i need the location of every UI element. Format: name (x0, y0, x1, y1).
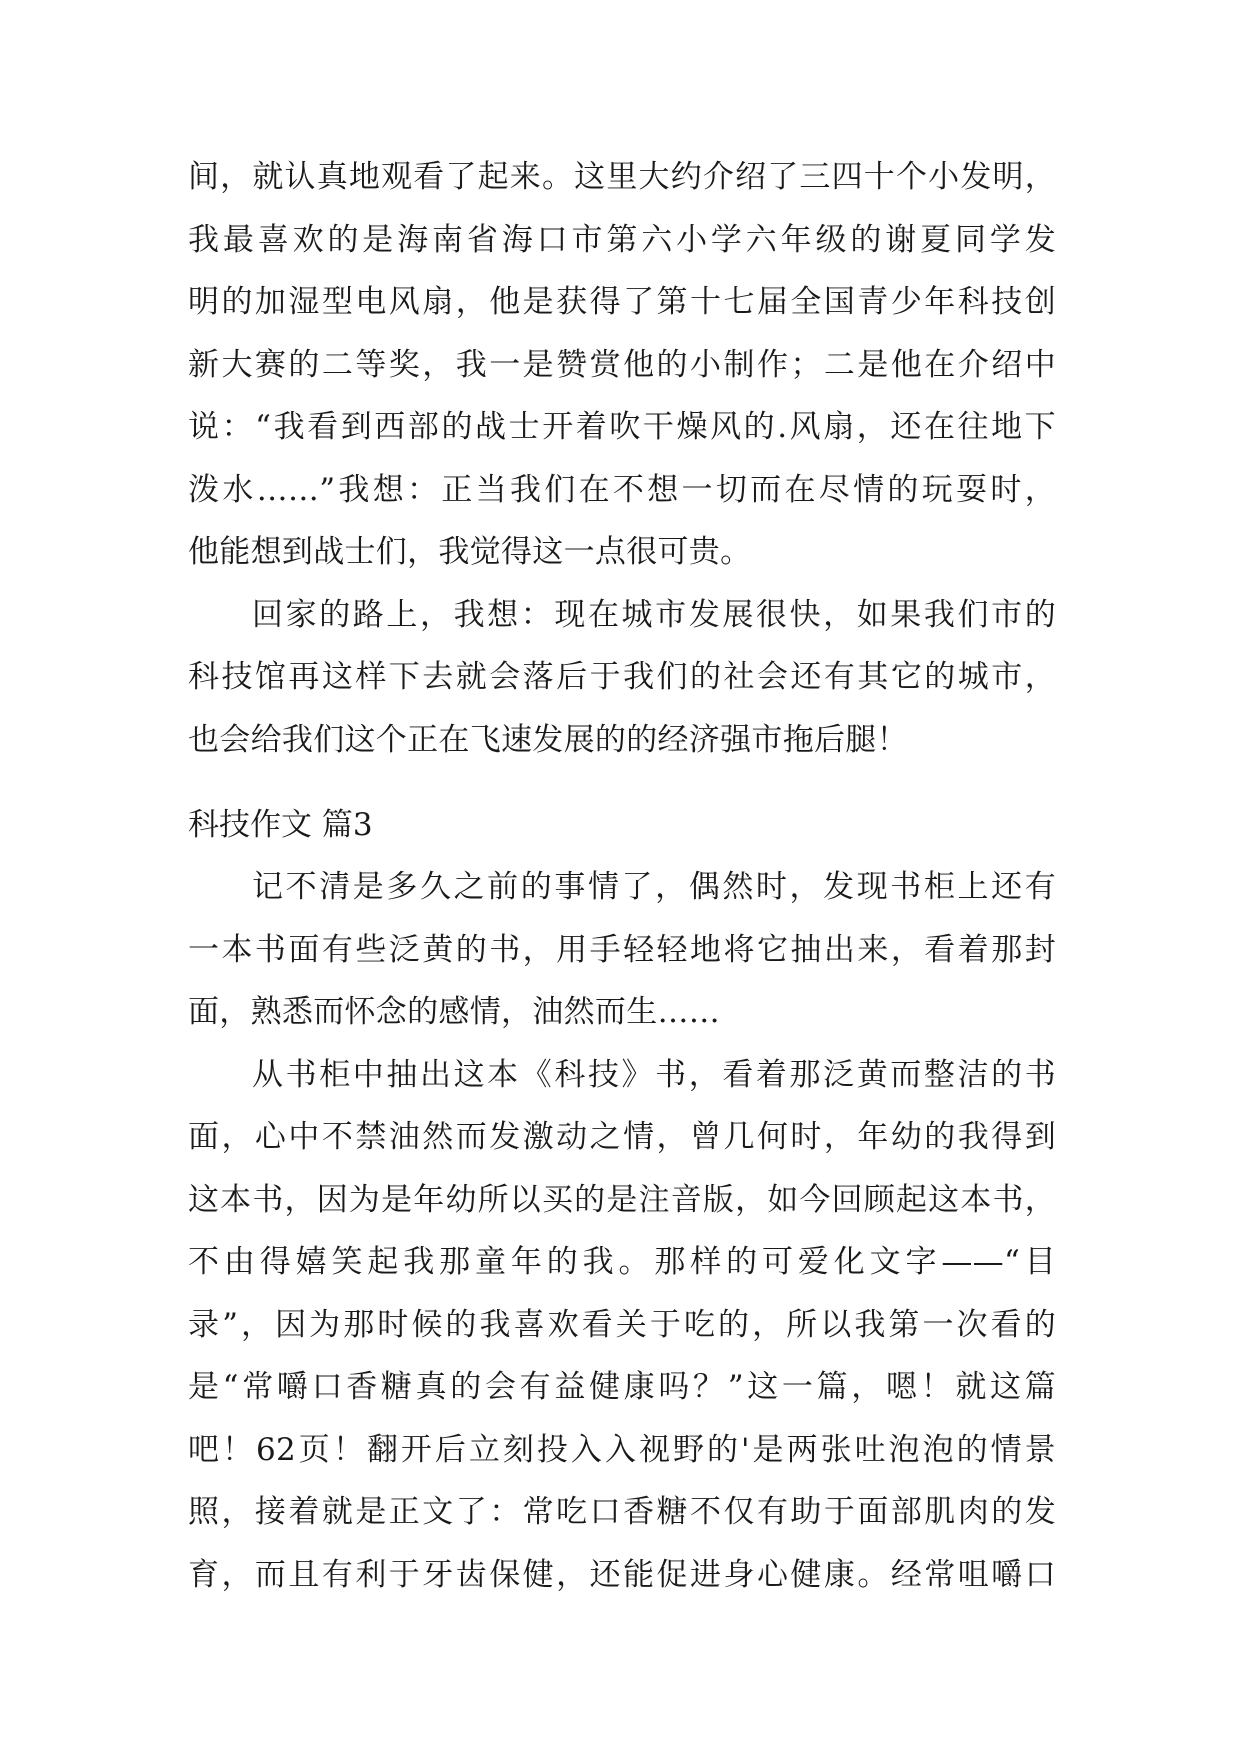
paragraph-line: 育，而且有利于牙齿保健，还能促进身心健康。经常咀嚼口 (188, 1556, 1056, 1593)
paragraph-line: 录”，因为那时候的我喜欢看关于吃的，所以我第一次看的 (188, 1306, 1056, 1343)
paragraph-line: 一本书面有些泛黄的书，用手轻轻地将它抽出来，看着那封 (188, 931, 1056, 968)
paragraph-line: 从书柜中抽出这本《科技》书，看着那泛黄而整洁的书 (252, 1056, 1056, 1093)
paragraph-line: 间，就认真地观看了起来。这里大约介绍了三四十个小发明， (188, 159, 1056, 195)
paragraph-line: 科技馆再这样下去就会落后于我们的社会还有其它的城市， (188, 659, 1056, 695)
text-block-essay-2-continued (188, 146, 1056, 771)
section-heading: 科技作文 篇3 (188, 807, 373, 843)
paragraph-line: 我最喜欢的是海南省海口市第六小学六年级的谢夏同学发 (188, 221, 1056, 258)
paragraph-line: 他能想到战士们，我觉得这一点很可贵。 (188, 534, 752, 570)
paragraph-line: 记不清是多久之前的事情了，偶然时，发现书柜上还有 (252, 869, 1056, 905)
paragraph-line: 面，熟悉而怀念的感情，油然而生…… (188, 994, 721, 1030)
paragraph-line: 明的加湿型电风扇，他是获得了第十七届全国青少年科技创 (188, 284, 1056, 320)
paragraph-line: 照，接着就是正文了：常吃口香糖不仅有助于面部肌肉的发 (188, 1494, 1056, 1530)
paragraph-line: 吧！62页！翻开后立刻投入入视野的'是两张吐泡泡的情景 (188, 1431, 1056, 1468)
paragraph-line: 说：“我看到西部的战士开着吹干燥风的.风扇，还在往地下 (188, 409, 1056, 445)
paragraph-line: 是“常嚼口香糖真的会有益健康吗？”这一篇，嗯！就这篇 (188, 1369, 1056, 1405)
text-block-essay-3 (188, 856, 1056, 1606)
paragraph-line: 新大赛的二等奖，我一是赞赏他的小制作；二是他在介绍中 (188, 346, 1056, 383)
paragraph-line: 也会给我们这个正在飞速发展的的经济强市拖后腿！ (188, 721, 908, 758)
paragraph-line: 这本书，因为是年幼所以买的是注音版，如今回顾起这本书， (188, 1181, 1056, 1218)
paragraph-line: 泼水……”我想：正当我们在不想一切而在尽情的玩耍时， (188, 471, 1056, 508)
paragraph-line: 面，心中不禁油然而发激动之情，曾几何时，年幼的我得到 (188, 1119, 1056, 1155)
paragraph-line: 不由得嬉笑起我那童年的我。那样的可爱化文字——“目 (188, 1244, 1056, 1280)
paragraph-line: 回家的路上，我想：现在城市发展很快，如果我们市的 (252, 596, 1056, 633)
